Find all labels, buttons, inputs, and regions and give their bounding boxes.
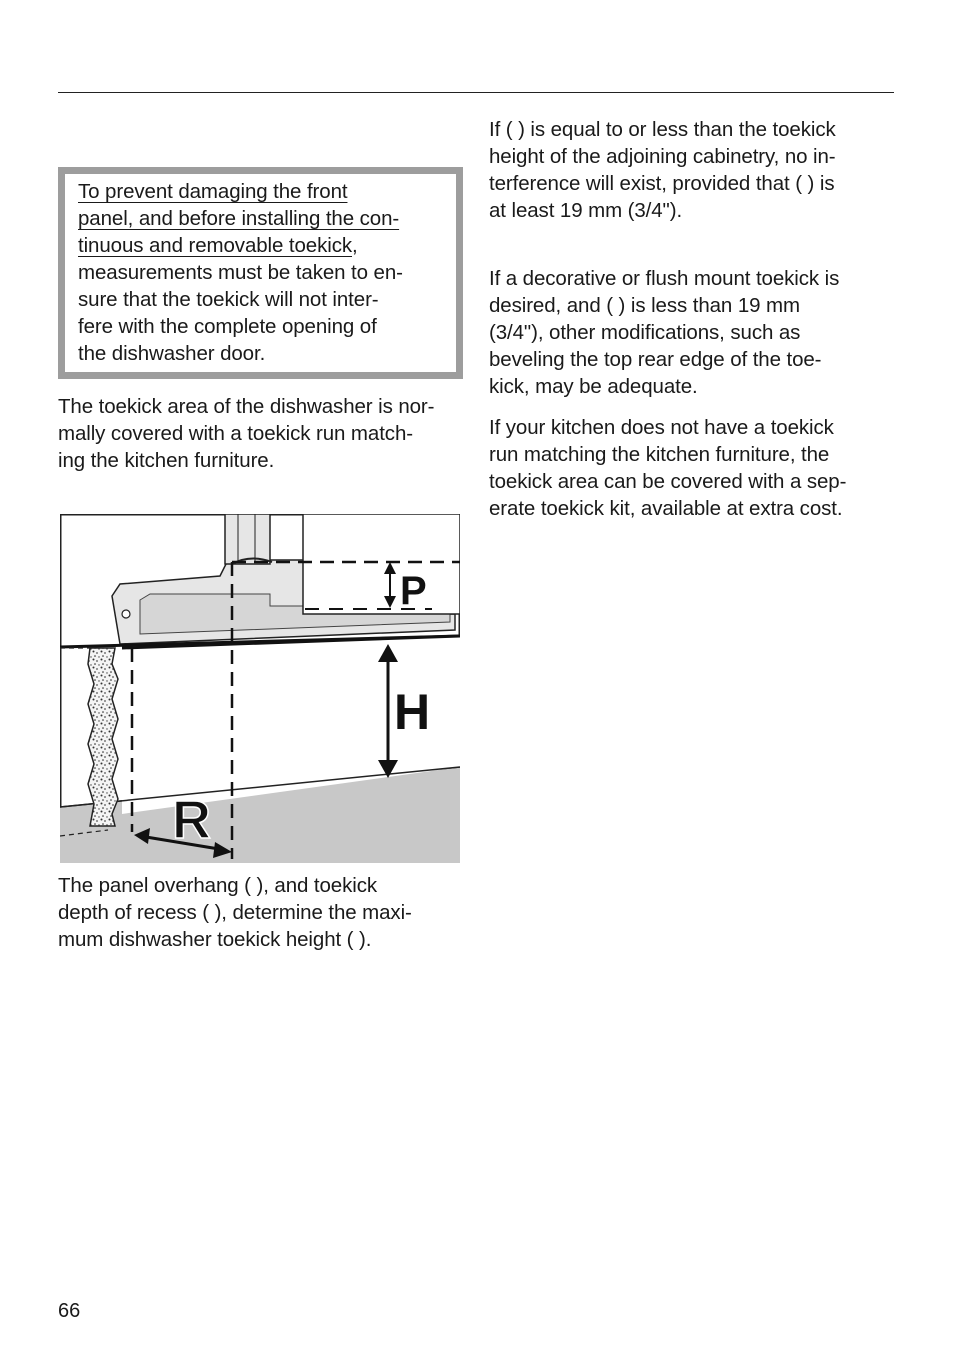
- front-panel: [303, 514, 460, 614]
- page-number: 66: [58, 1300, 81, 1322]
- warning-text: [78, 178, 450, 367]
- warning-underlined-line-3: tinuous and removable toekick: [78, 234, 353, 257]
- right-paragraph-1: If ( ) is equal to or less than the toekick height of the adjoining cabinetry, no in- terference will exist, provided that ( ) is at least 19 mm (3/4").: [489, 118, 836, 222]
- warning-underlined-line-2: panel, and before installing the con-: [78, 207, 400, 230]
- right-paragraph-3: If your kitchen does not have a toekick run matching the kitchen furniture, the toekick area can be covered with a sep- erate toekick kit, available at extra cost.: [489, 416, 847, 520]
- label-p: P: [400, 569, 427, 613]
- warning-remaining-text: measurements must be taken to en- sure that the toekick will not inter- fere with the complete opening of the dishwasher door.: [78, 261, 403, 365]
- warning-underlined-line-1: To prevent damaging the front: [78, 180, 348, 203]
- label-r: R: [172, 790, 211, 850]
- warning-box: [58, 167, 463, 379]
- toekick-diagram: [60, 514, 460, 863]
- figure-caption: The panel overhang ( ), and toekick depth of recess ( ), determine the maxi- mum dishwasher toekick height ( ).: [58, 874, 412, 951]
- warning-underlined-suffix: ,: [352, 234, 358, 257]
- header-rule: [58, 92, 894, 93]
- label-h: H: [394, 684, 431, 740]
- right-paragraph-2: If a decorative or flush mount toekick is desired, and ( ) is less than 19 mm (3/4"), other modifications, such as beveling the top rear edge of the toe- kick, may be adequate.: [489, 267, 840, 398]
- intro-paragraph: The toekick area of the dishwasher is nor- mally covered with a toekick run match- ing the kitchen furniture.: [58, 395, 435, 472]
